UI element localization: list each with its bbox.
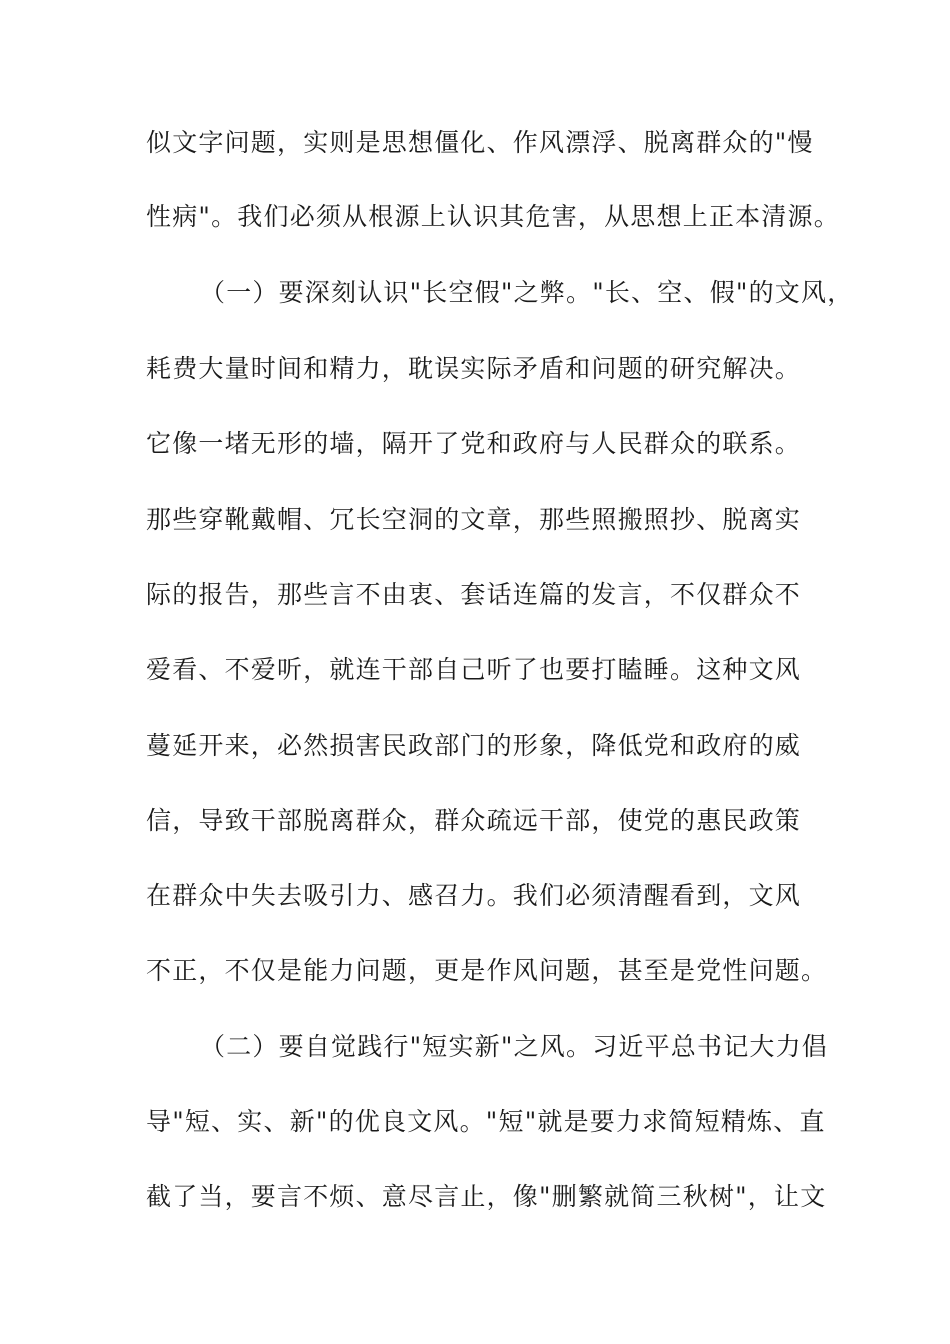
text-line: 它像一堵无形的墙，隔开了党和政府与人民群众的联系。 [146,429,802,458]
text-line: 不正，不仅是能力问题，更是作风问题，甚至是党性问题。 [146,956,828,985]
text-line: 在群众中失去吸引力、感召力。我们必须清醒看到，文风 [146,881,802,910]
text-line: 信，导致干部脱离群众，群众疏远干部，使党的惠民政策 [146,806,802,835]
text-line: 爱看、不爱听，就连干部自己听了也要打瞌睡。这种文风 [146,655,802,684]
text-line: 性病"。我们必须从根源上认识其危害，从思想上正本清源。 [146,202,840,231]
text-line: 截了当，要言不烦、意尽言止，像"删繁就简三秋树"，让文 [146,1182,827,1211]
text-line: 耗费大量时间和精力，耽误实际矛盾和问题的研究解决。 [146,354,802,383]
paragraph-heading-1: （一）要深刻认识"长空假"之弊。"长、空、假"的文风， [200,278,854,307]
text-line: 蔓延开来，必然损害民政部门的形象，降低党和政府的威 [146,731,802,760]
text-line: 似文字问题，实则是思想僵化、作风漂浮、脱离群众的"慢 [146,128,814,157]
paragraph-heading-2: （二）要自觉践行"短实新"之风。习近平总书记大力倡 [200,1032,829,1061]
text-line: 际的报告，那些言不由衷、套话连篇的发言，不仅群众不 [146,580,802,609]
text-line: 导"短、实、新"的优良文风。"短"就是要力求简短精炼、直 [146,1107,826,1136]
text-line: 那些穿靴戴帽、冗长空洞的文章，那些照搬照抄、脱离实 [146,505,802,534]
